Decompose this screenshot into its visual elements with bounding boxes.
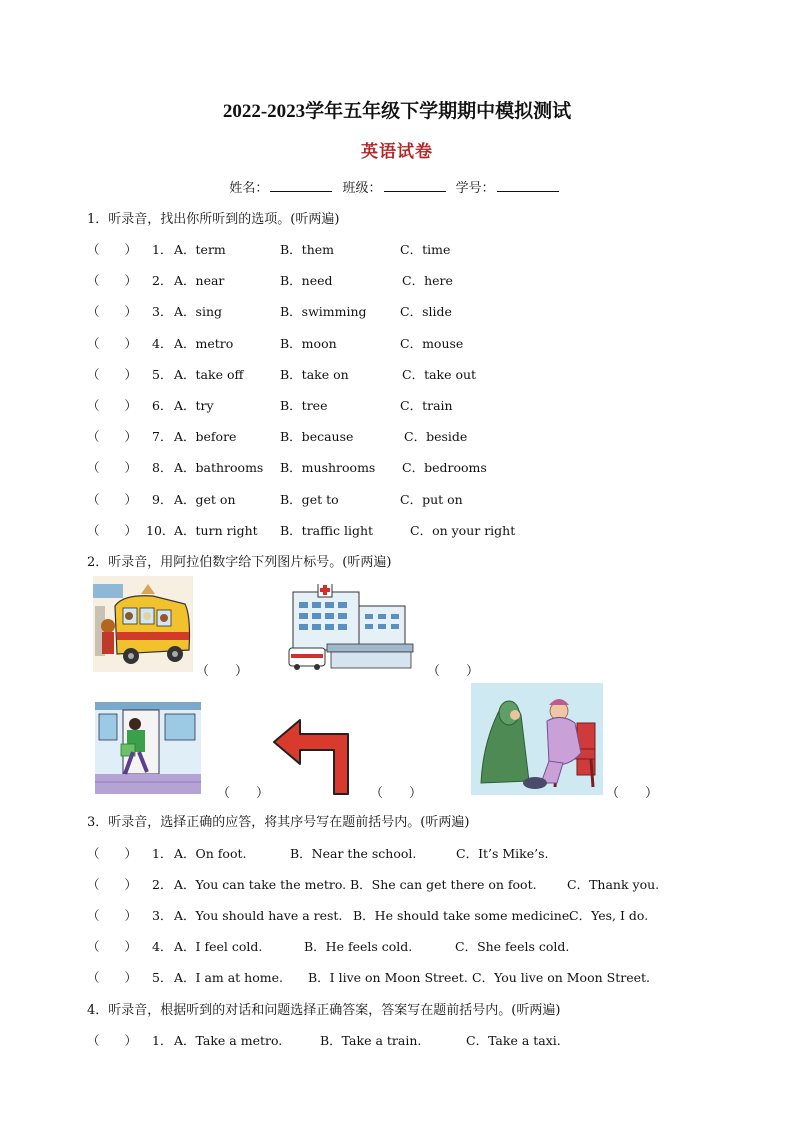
option-b: B．take on xyxy=(280,366,349,382)
option-b: B．Near the school. xyxy=(290,846,417,861)
hospital-picture xyxy=(287,584,415,670)
option-a: A．term xyxy=(174,242,226,257)
answer-paren[interactable]: （ ） xyxy=(87,304,138,320)
option-a: A．try xyxy=(174,398,214,413)
option-c: C．beside xyxy=(404,429,468,445)
answer-paren[interactable]: （ ） xyxy=(87,429,138,445)
option-c: C．Take a taxi. xyxy=(466,1033,561,1048)
option-c: C．It’s Mike’s. xyxy=(456,846,549,861)
option-b: B．moon xyxy=(280,335,337,351)
answer-paren[interactable]: （ ） xyxy=(87,398,138,413)
section1-heading: 1．听录音，找出你所听到的选项。(听两遍) xyxy=(87,212,340,227)
question-number: 1． xyxy=(152,1033,173,1048)
question-number: 8． xyxy=(152,460,173,476)
option-c: C．take out xyxy=(402,366,477,382)
option-b: B．because xyxy=(280,429,354,445)
option-a: A．before xyxy=(174,429,237,445)
picture4-answer[interactable]: （ ） xyxy=(370,786,423,801)
bus-picture xyxy=(93,576,193,672)
question-number: 7． xyxy=(152,429,173,445)
answer-paren[interactable]: （ ） xyxy=(87,460,138,476)
option-c: C．bedrooms xyxy=(402,460,487,476)
option-a: A．bathrooms xyxy=(174,460,264,476)
option-a: A．I am at home. xyxy=(174,970,283,985)
option-b: B．He feels cold. xyxy=(304,939,413,954)
answer-paren[interactable]: （ ） xyxy=(87,491,138,507)
option-b: B．She can get there on foot. xyxy=(350,877,537,892)
question-number: 6． xyxy=(152,398,173,413)
option-a: A．Take a metro. xyxy=(174,1033,283,1048)
question-number: 10． xyxy=(146,522,175,538)
answer-paren[interactable]: （ ） xyxy=(87,366,138,382)
option-c: C．slide xyxy=(400,304,452,320)
train-door-picture xyxy=(95,702,201,794)
option-b: B．traffic light xyxy=(280,522,374,538)
option-b: B．I live on Moon Street. xyxy=(308,970,468,985)
page-subtitle: 英语试卷 xyxy=(361,142,433,162)
question-number: 3． xyxy=(152,304,173,320)
answer-paren[interactable]: （ ） xyxy=(87,846,138,861)
question-number: 4． xyxy=(152,939,173,954)
option-c: C．Yes, I do. xyxy=(569,908,649,923)
class-blank[interactable] xyxy=(384,179,446,192)
option-b: B．need xyxy=(280,273,333,289)
answer-paren[interactable]: （ ） xyxy=(87,273,138,289)
option-c: C．train xyxy=(400,398,453,413)
turn-left-arrow-picture xyxy=(272,716,358,796)
answer-paren[interactable]: （ ） xyxy=(87,970,138,985)
option-c: C．on your right xyxy=(410,522,516,538)
question-number: 5． xyxy=(152,366,173,382)
answer-paren[interactable]: （ ） xyxy=(87,522,138,538)
option-b: B．mushrooms xyxy=(280,460,376,476)
answer-paren[interactable]: （ ） xyxy=(87,242,138,257)
student-info xyxy=(0,177,794,196)
picture1-answer[interactable]: （ ） xyxy=(196,664,249,679)
question-number: 5． xyxy=(152,970,173,985)
option-c: C．You live on Moon Street. xyxy=(472,970,650,985)
option-a: A．I feel cold. xyxy=(174,939,263,954)
option-b: B．swimming xyxy=(280,304,367,320)
section2-heading: 2．听录音，用阿拉伯数字给下列图片标号。(听两遍) xyxy=(87,555,392,570)
picture5-answer[interactable]: （ ） xyxy=(606,786,659,801)
id-blank[interactable] xyxy=(497,179,559,192)
answer-paren[interactable]: （ ） xyxy=(87,877,138,892)
question-number: 4． xyxy=(152,335,173,351)
option-c: C．here xyxy=(402,273,453,289)
option-b: B．get to xyxy=(280,491,339,507)
option-c: C．Thank you. xyxy=(567,877,660,892)
option-a: A．take off xyxy=(174,366,244,382)
option-a: A．sing xyxy=(174,304,222,320)
section3-heading: 3．听录音，选择正确的应答，将其序号写在题前括号内。(听两遍) xyxy=(87,815,470,830)
id-label: 学号： xyxy=(455,181,495,196)
page-title: 2022-2023学年五年级下学期期中模拟测试 xyxy=(222,101,572,122)
option-c: C．time xyxy=(400,242,451,257)
question-number: 2． xyxy=(152,877,173,892)
picture3-answer[interactable]: （ ） xyxy=(217,786,270,801)
answer-paren[interactable]: （ ） xyxy=(87,335,138,351)
answer-paren[interactable]: （ ） xyxy=(87,908,138,923)
option-c: C．She feels cold. xyxy=(455,939,570,954)
option-a: A．turn right xyxy=(174,522,258,538)
sick-woman-picture xyxy=(471,683,603,795)
question-number: 1． xyxy=(152,242,173,257)
class-label: 班级： xyxy=(342,181,382,196)
option-a: A．You should have a rest. xyxy=(174,908,343,923)
name-blank[interactable] xyxy=(270,179,332,192)
option-c: C．put on xyxy=(400,491,463,507)
option-a: A．On foot. xyxy=(174,846,247,861)
question-number: 3． xyxy=(152,908,173,923)
option-a: A．You can take the metro. xyxy=(174,877,347,892)
option-b: B．them xyxy=(280,242,335,257)
option-a: A．metro xyxy=(174,335,234,351)
option-b: B．He should take some medicine. xyxy=(353,908,574,923)
option-b: B．tree xyxy=(280,398,328,413)
question-number: 9． xyxy=(152,491,173,507)
section4-heading: 4．听录音，根据听到的对话和问题选择正确答案，答案写在题前括号内。(听两遍) xyxy=(87,1003,561,1018)
option-b: B．Take a train. xyxy=(320,1033,422,1048)
name-label: 姓名： xyxy=(229,181,269,196)
question-number: 2． xyxy=(152,273,173,289)
answer-paren[interactable]: （ ） xyxy=(87,939,138,954)
option-a: A．get on xyxy=(174,491,236,507)
option-a: A．near xyxy=(174,273,225,289)
option-c: C．mouse xyxy=(400,335,464,351)
picture2-answer[interactable]: （ ） xyxy=(427,664,480,679)
question-number: 1． xyxy=(152,846,173,861)
answer-paren[interactable]: （ ） xyxy=(87,1033,138,1048)
